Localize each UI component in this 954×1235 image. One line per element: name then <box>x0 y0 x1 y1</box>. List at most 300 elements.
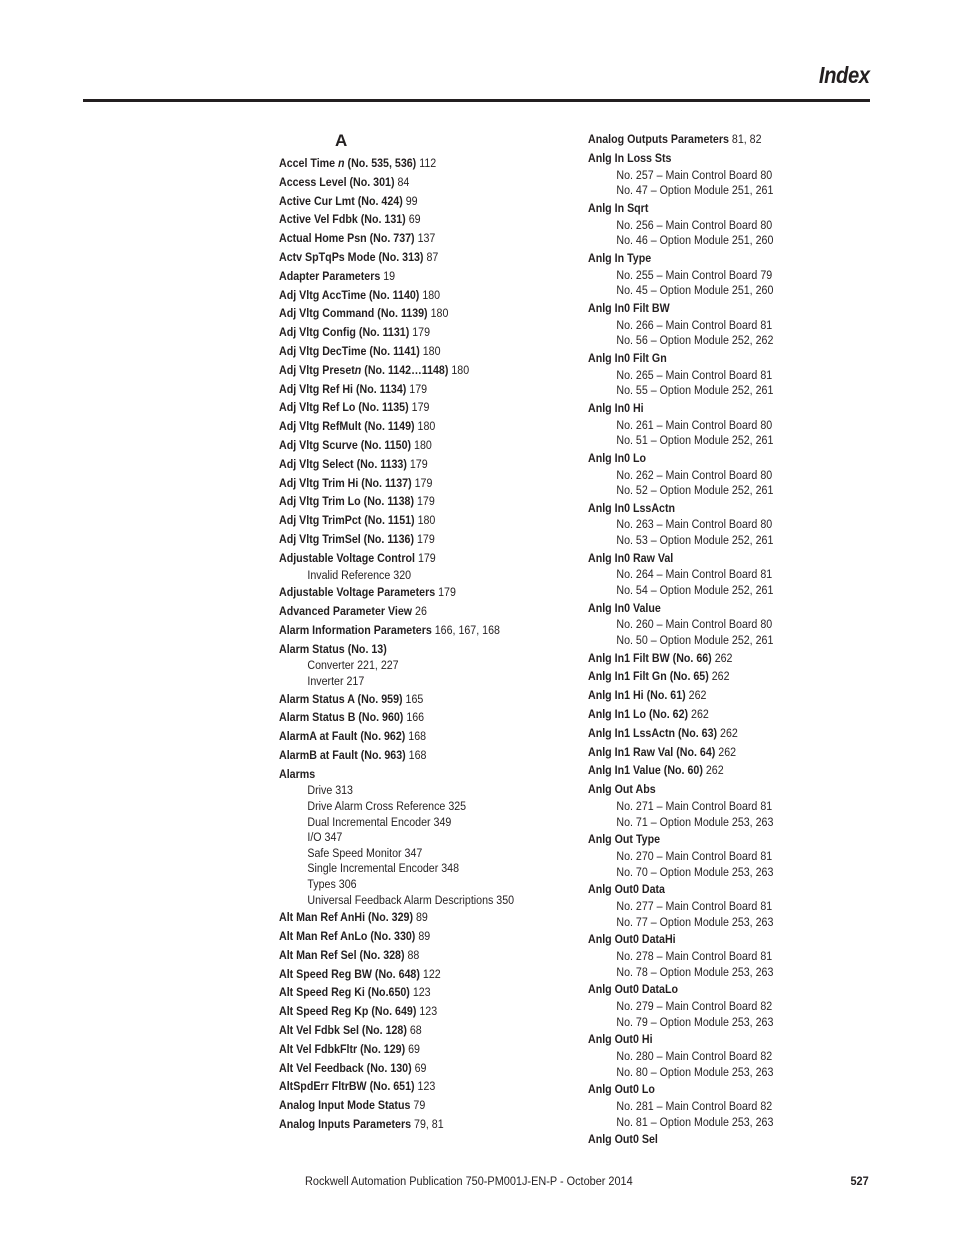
index-term-text: Anlg In0 Lo <box>588 450 647 465</box>
index-pages: 137 <box>417 231 436 246</box>
index-subentry: Universal Feedback Alarm Descriptions 350 <box>307 892 515 907</box>
index-term <box>588 151 671 165</box>
index-pages: 179 <box>416 531 435 546</box>
page-title: Index <box>819 62 870 88</box>
index-term-text: Anlg Out Abs <box>588 782 656 797</box>
index-entry <box>279 417 563 436</box>
index-subentry: No. 256 – Main Control Board 80 <box>616 217 773 232</box>
index-term-text: Anlg In1 Filt BW (No. 66) <box>588 650 712 665</box>
index-entry <box>279 154 563 173</box>
index-entry <box>279 1115 563 1134</box>
index-term-text: Anlg Out0 Data <box>588 882 665 897</box>
index-pages: 180 <box>422 287 441 302</box>
index-entry <box>279 602 563 621</box>
footer-page-number: 527 <box>850 1174 869 1188</box>
index-term <box>279 457 407 471</box>
index-subentry: No. 278 – Main Control Board 81 <box>616 948 773 963</box>
index-pages: 69 <box>414 1060 427 1075</box>
index-subentries <box>588 899 873 930</box>
index-entry <box>588 1130 872 1149</box>
index-term-text: Anlg Out0 Lo <box>588 1082 655 1097</box>
index-term-text: Alt Man Ref Sel (No. 328) <box>279 947 405 962</box>
index-subentry: No. 47 – Option Module 251, 261 <box>616 183 774 198</box>
index-entry <box>279 173 563 192</box>
index-pages: 179 <box>416 494 435 509</box>
index-subentry: No. 55 – Option Module 252, 261 <box>616 383 774 398</box>
index-term-text: Adj Vltg TrimPct (No. 1151) <box>279 513 415 528</box>
index-entry <box>588 1080 872 1099</box>
index-term <box>279 513 415 527</box>
index-subentry: No. 53 – Option Module 252, 261 <box>616 533 774 548</box>
index-term <box>279 344 420 358</box>
index-pages: 262 <box>711 669 730 684</box>
index-entry <box>279 983 563 1002</box>
index-term <box>279 156 416 170</box>
index-term-text: Adj Vltg Preset <box>279 362 355 377</box>
index-entry <box>279 765 563 784</box>
index-term-text: Anlg In Loss Sts <box>588 150 672 165</box>
index-term-text: Anlg In0 LssActn <box>588 500 676 515</box>
index-pages: 26 <box>415 603 427 618</box>
index-term <box>588 745 715 759</box>
index-term <box>279 948 405 962</box>
index-subentry: Drive 313 <box>307 783 353 798</box>
index-subentry: No. 255 – Main Control Board 79 <box>616 267 773 282</box>
index-pages: 79 <box>413 1098 426 1113</box>
index-entry <box>588 199 872 218</box>
index-pages: 89 <box>415 910 428 925</box>
index-entry <box>279 248 563 267</box>
index-entry <box>279 1021 563 1040</box>
index-entry <box>279 455 563 474</box>
index-subentries <box>588 218 873 249</box>
index-subentry: No. 50 – Option Module 252, 261 <box>616 633 774 648</box>
index-entry <box>588 499 872 518</box>
index-term-text: Alarms <box>279 766 316 781</box>
index-term <box>279 400 409 414</box>
index-term-text: Anlg Out0 DataLo <box>588 982 678 997</box>
index-pages: 262 <box>691 707 709 722</box>
index-subentry: No. 52 – Option Module 252, 261 <box>616 483 774 498</box>
index-entry <box>279 323 563 342</box>
index-entry <box>588 349 872 368</box>
index-pages: 166, 167, 168 <box>434 622 500 637</box>
index-entry <box>588 761 872 780</box>
index-subentry: No. 281 – Main Control Board 82 <box>616 1098 773 1113</box>
index-entry <box>588 130 872 149</box>
index-subentry: Safe Speed Monitor 347 <box>307 845 423 860</box>
index-term <box>588 726 717 740</box>
index-entry <box>588 249 872 268</box>
index-term <box>279 231 415 245</box>
index-entry <box>279 708 563 727</box>
index-term <box>588 301 670 315</box>
index-term <box>279 1117 411 1131</box>
index-entry <box>279 267 563 286</box>
index-term <box>588 763 703 777</box>
index-entry <box>588 667 872 686</box>
index-entry <box>588 980 872 999</box>
index-entry <box>588 780 872 799</box>
index-subentry: No. 279 – Main Control Board 82 <box>616 998 773 1013</box>
index-term <box>279 748 406 762</box>
index-term-text: Adj Vltg Ref Hi (No. 1134) <box>279 381 407 396</box>
index-subentry: No. 262 – Main Control Board 80 <box>616 467 773 482</box>
index-entry <box>279 908 563 927</box>
index-entry <box>279 192 563 211</box>
index-term-text: Alt Vel FdbkFltr (No. 129) <box>279 1041 406 1056</box>
index-entry <box>279 436 563 455</box>
index-term-text: Adjustable Voltage Parameters <box>279 585 436 600</box>
index-entry <box>588 149 872 168</box>
index-term-text: AltSpdErr FltrBW (No. 651) <box>279 1079 415 1094</box>
index-term <box>279 212 406 226</box>
index-subentries <box>588 1099 873 1130</box>
index-term-text: Alt Man Ref AnHi (No. 329) <box>279 910 413 925</box>
index-term-text: Anlg In1 Filt Gn (No. 65) <box>588 669 709 684</box>
index-pages: 123 <box>419 1004 438 1019</box>
index-pages: 84 <box>397 174 410 189</box>
index-term <box>279 250 423 264</box>
index-term <box>279 419 415 433</box>
index-entry <box>588 930 872 949</box>
index-entry <box>279 1096 563 1115</box>
index-entry <box>588 299 872 318</box>
index-term <box>279 382 406 396</box>
index-subentry: No. 266 – Main Control Board 81 <box>616 317 773 332</box>
index-term-text: Anlg In Type <box>588 250 652 265</box>
index-subentries <box>588 168 873 199</box>
index-pages: 180 <box>414 437 432 452</box>
index-subentries <box>588 368 873 399</box>
index-term-text: Anlg In1 Lo (No. 62) <box>588 707 689 722</box>
index-term <box>279 194 403 208</box>
index-subentry: No. 71 – Option Module 253, 263 <box>616 814 774 829</box>
index-entry <box>279 549 563 568</box>
index-pages: 179 <box>409 456 428 471</box>
index-pages: 180 <box>417 419 436 434</box>
index-subentries <box>279 783 564 908</box>
index-entry <box>588 743 872 762</box>
index-term-text: Adj Vltg AccTime (No. 1140) <box>279 287 420 302</box>
index-subentries <box>588 567 873 598</box>
index-entries-right <box>588 130 873 1149</box>
index-term-text: Anlg In0 Raw Val <box>588 550 674 565</box>
index-term-text: Alarm Status B (No. 960) <box>279 710 404 725</box>
index-term <box>279 476 412 490</box>
index-pages: 123 <box>417 1079 436 1094</box>
index-pages: 81, 82 <box>731 132 762 146</box>
index-subentries <box>588 1049 873 1080</box>
index-entry <box>279 342 563 361</box>
index-term <box>588 669 709 683</box>
index-term-text: Active Vel Fdbk (No. 131) <box>279 212 406 227</box>
index-pages: 88 <box>407 947 420 962</box>
index-term-text: Anlg In1 Hi (No. 61) <box>588 688 686 703</box>
index-subentries <box>588 418 873 449</box>
index-term <box>279 692 403 706</box>
index-term <box>588 351 667 365</box>
index-entry <box>588 880 872 899</box>
index-term-text: Alt Man Ref AnLo (No. 330) <box>279 929 416 944</box>
index-entry <box>279 1002 563 1021</box>
index-term <box>588 601 661 615</box>
index-subentry: No. 78 – Option Module 253, 263 <box>616 964 774 979</box>
index-subentry: No. 45 – Option Module 251, 260 <box>616 283 774 298</box>
index-term-text: Anlg In1 Raw Val (No. 64) <box>588 744 716 759</box>
index-entry <box>279 511 563 530</box>
index-subentry: No. 280 – Main Control Board 82 <box>616 1048 773 1063</box>
index-entry <box>279 621 563 640</box>
index-term <box>279 551 415 565</box>
index-term <box>588 707 688 721</box>
index-entry <box>279 965 563 984</box>
index-term-text: Active Cur Lmt (No. 424) <box>279 193 403 208</box>
index-subentry: No. 79 – Option Module 253, 263 <box>616 1014 774 1029</box>
index-pages: 168 <box>408 729 427 744</box>
index-entry <box>279 229 563 248</box>
index-term-text: Anlg Out0 DataHi <box>588 932 676 947</box>
index-term <box>279 532 414 546</box>
index-subentries <box>279 568 564 584</box>
index-pages: 180 <box>422 343 441 358</box>
index-term <box>279 306 428 320</box>
index-entry <box>279 398 563 417</box>
index-subentry: No. 54 – Option Module 252, 261 <box>616 583 774 598</box>
index-term-text: Adapter Parameters <box>279 268 381 283</box>
index-term <box>279 1061 412 1075</box>
index-pages: 179 <box>412 325 431 340</box>
index-term-text: Alt Speed Reg Kp (No. 649) <box>279 1004 417 1019</box>
index-pages: 19 <box>383 268 396 283</box>
index-term <box>588 882 665 896</box>
index-term-text: Actual Home Psn (No. 737) <box>279 231 415 246</box>
index-pages: 262 <box>714 650 733 665</box>
index-term-text: Adj Vltg Ref Lo (No. 1135) <box>279 400 409 415</box>
title-rule <box>83 99 870 102</box>
index-term <box>588 782 656 796</box>
index-subentries <box>588 517 873 548</box>
index-subentry: No. 81 – Option Module 253, 263 <box>616 1114 774 1129</box>
index-term-text: Anlg Out Type <box>588 832 661 847</box>
index-term-italic: n <box>338 156 345 170</box>
index-pages: 69 <box>408 212 421 227</box>
index-term <box>279 642 387 656</box>
index-subentry: Inverter 217 <box>307 673 365 688</box>
index-pages: 122 <box>422 966 441 981</box>
index-term-text: Actv SpTqPs Mode (No. 313) <box>279 249 424 264</box>
index-term-text: Analog Input Mode Status <box>279 1098 411 1113</box>
index-term-text: Adj Vltg Command (No. 1139) <box>279 306 428 321</box>
index-term <box>588 401 644 415</box>
index-pages: 180 <box>451 362 470 377</box>
index-term <box>279 710 403 724</box>
index-entry <box>279 746 563 765</box>
index-subentry: No. 263 – Main Control Board 80 <box>616 517 773 532</box>
index-entry <box>279 492 563 511</box>
index-term-text: Anlg In0 Value <box>588 600 661 615</box>
index-term <box>279 1042 405 1056</box>
index-entry <box>279 690 563 709</box>
index-pages: 179 <box>438 585 456 600</box>
index-term-text: Anlg In0 Hi <box>588 400 644 415</box>
index-subentry: No. 260 – Main Control Board 80 <box>616 617 773 632</box>
index-term <box>588 688 686 702</box>
index-term <box>279 325 409 339</box>
index-term-text: Alt Vel Fdbk Sel (No. 128) <box>279 1023 407 1038</box>
index-entry <box>279 727 563 746</box>
index-term-text: Accel Time <box>279 156 339 170</box>
index-term <box>279 1023 407 1037</box>
index-subentry: No. 80 – Option Module 253, 263 <box>616 1064 774 1079</box>
index-term-suffix: (No. 1142…1148) <box>361 362 449 377</box>
index-term <box>588 1132 658 1146</box>
index-term <box>588 501 675 515</box>
index-term <box>279 985 410 999</box>
index-term-text: AlarmB at Fault (No. 963) <box>279 747 406 762</box>
index-term-text: Anlg In0 Filt BW <box>588 300 670 315</box>
index-term-text: AlarmA at Fault (No. 962) <box>279 729 406 744</box>
index-term-text: Anlg In Sqrt <box>588 200 649 215</box>
index-term-text: Analog Inputs Parameters <box>279 1117 412 1131</box>
index-term <box>279 1098 410 1112</box>
index-term-text: Adj Vltg Trim Hi (No. 1137) <box>279 475 412 490</box>
index-entry <box>279 380 563 399</box>
index-entries-left <box>279 154 564 1134</box>
index-subentry: No. 46 – Option Module 251, 260 <box>616 233 774 248</box>
index-term <box>588 132 729 146</box>
index-term-text: Analog Outputs Parameters <box>588 132 729 146</box>
index-term <box>279 929 415 943</box>
index-pages: 99 <box>405 193 418 208</box>
index-column-left <box>279 130 564 1134</box>
index-term-text: Alarm Information Parameters <box>279 622 432 637</box>
index-pages: 180 <box>430 306 449 321</box>
index-entry <box>279 361 563 380</box>
index-entry <box>588 830 872 849</box>
index-term-text: Alt Vel Feedback (No. 130) <box>279 1060 412 1075</box>
index-subentry: No. 271 – Main Control Board 81 <box>616 799 773 814</box>
index-term-text: Anlg In1 Value (No. 60) <box>588 763 703 778</box>
index-subentry: Invalid Reference 320 <box>307 567 412 582</box>
index-pages: 262 <box>705 763 724 778</box>
index-term-text: Access Level (No. 301) <box>279 174 395 189</box>
index-entry <box>279 640 563 659</box>
index-subentries <box>588 949 873 980</box>
index-pages: 179 <box>417 550 436 565</box>
index-term-text: Advanced Parameter View <box>279 603 413 618</box>
index-subentry: No. 257 – Main Control Board 80 <box>616 167 773 182</box>
index-term <box>588 251 651 265</box>
index-term-text: Anlg Out0 Sel <box>588 1132 658 1147</box>
index-entry <box>588 649 872 668</box>
index-term-text: Adj Vltg Config (No. 1131) <box>279 325 410 340</box>
index-entry <box>279 286 563 305</box>
index-subentry: No. 270 – Main Control Board 81 <box>616 849 773 863</box>
index-entry <box>588 705 872 724</box>
index-pages: 123 <box>412 985 431 1000</box>
index-pages: 165 <box>405 691 424 706</box>
index-term <box>279 623 432 637</box>
index-subentry: Converter 221, 227 <box>307 658 399 673</box>
index-term <box>588 551 673 565</box>
index-term-text: Alarm Status A (No. 959) <box>279 691 403 706</box>
index-entry <box>279 304 563 323</box>
index-subentry: No. 261 – Main Control Board 80 <box>616 417 773 432</box>
index-term <box>279 269 380 283</box>
index-term <box>588 201 648 215</box>
index-letter-heading: A <box>335 131 348 150</box>
index-pages: 179 <box>414 475 433 490</box>
index-subentries <box>588 468 873 499</box>
index-term <box>279 729 405 743</box>
index-entry <box>279 583 563 602</box>
index-term <box>279 438 411 452</box>
index-pages: 262 <box>718 744 737 759</box>
index-term <box>279 604 412 618</box>
index-subentry: I/O 347 <box>307 830 343 845</box>
index-entry <box>279 1077 563 1096</box>
index-term-text: Anlg In1 LssActn (No. 63) <box>588 725 718 740</box>
index-subentry: No. 70 – Option Module 253, 263 <box>616 864 774 879</box>
index-pages: 87 <box>426 249 439 264</box>
index-subentry: No. 77 – Option Module 253, 263 <box>616 914 774 929</box>
index-entry <box>588 399 872 418</box>
index-term <box>279 175 395 189</box>
index-entry <box>279 927 563 946</box>
index-pages: 179 <box>411 400 430 415</box>
index-entry <box>588 724 872 743</box>
index-term <box>588 932 676 946</box>
index-pages: 179 <box>409 381 428 396</box>
index-pages: 68 <box>409 1023 422 1038</box>
index-term <box>588 1082 655 1096</box>
index-pages: 89 <box>418 929 431 944</box>
index-term <box>279 288 419 302</box>
index-term-italic: n <box>354 362 362 377</box>
index-term <box>588 1032 653 1046</box>
index-subentry: No. 51 – Option Module 252, 261 <box>616 433 774 448</box>
index-subentries <box>588 849 873 880</box>
index-subentry: No. 264 – Main Control Board 81 <box>616 567 773 582</box>
index-entry <box>588 449 872 468</box>
index-subentries <box>588 617 873 648</box>
index-term <box>279 767 315 781</box>
index-subentries <box>588 268 873 299</box>
index-subentries <box>279 658 564 689</box>
index-column-right <box>588 130 873 1149</box>
index-term-text: Adj Vltg Trim Lo (No. 1138) <box>279 494 415 509</box>
index-pages: 180 <box>417 513 436 528</box>
index-pages: 112 <box>419 156 437 170</box>
index-pages: 262 <box>688 688 707 703</box>
index-subentries <box>588 799 873 830</box>
index-subentry: Types 306 <box>307 877 357 892</box>
index-term <box>279 585 435 599</box>
index-term <box>588 451 646 465</box>
index-term <box>279 1079 415 1093</box>
index-term-text: Adj Vltg Select (No. 1133) <box>279 456 407 471</box>
index-entry <box>588 1030 872 1049</box>
index-entry <box>279 474 563 493</box>
index-entry <box>279 946 563 965</box>
index-term <box>588 832 660 846</box>
index-entry <box>588 599 872 618</box>
index-term <box>279 967 420 981</box>
index-term-text: Adj Vltg TrimSel (No. 1136) <box>279 531 415 546</box>
index-entry <box>588 549 872 568</box>
index-entry <box>588 686 872 705</box>
